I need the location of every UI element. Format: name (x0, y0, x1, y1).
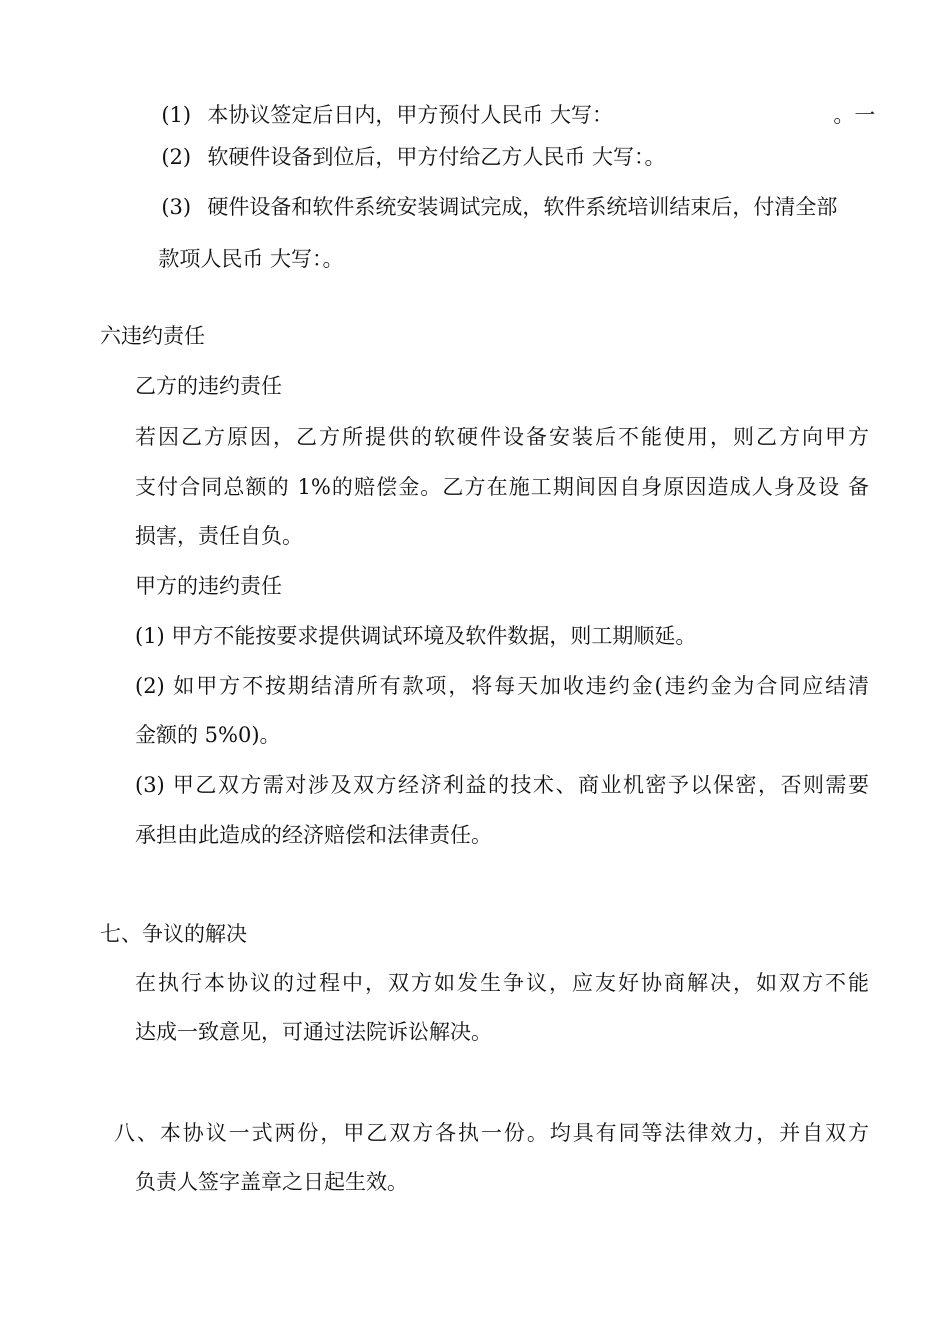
party-b-title: 乙方的违约责任 (135, 374, 282, 398)
section-8-line-2: 负责人签字盖章之日起生效。 (135, 1170, 408, 1194)
item-number: (3) (161, 195, 192, 219)
party-a-title: 甲方的违约责任 (135, 574, 282, 598)
item-tail: 。一 (833, 103, 876, 127)
payment-item-2 (148, 126, 666, 168)
payment-item-1 (148, 84, 613, 126)
item-number: (1) (161, 103, 192, 127)
item-number: (2) (161, 145, 192, 169)
party-b-line-3: 损害，责任自负。 (135, 524, 303, 548)
party-b-line-1: 若因乙方原因，乙方所提供的软硬件设备安装后不能使用，则乙方向甲方 (135, 425, 869, 449)
party-a-item-2: (2) 如甲方不按期结清所有款项，将每天加收违约金(违约金为合同应结清 (135, 674, 869, 698)
section-8-line-1: 八、本协议一式两份，甲乙双方各执一份。均具有同等法律效力，并自双方 (114, 1121, 869, 1145)
payment-item-1-tail (820, 84, 875, 126)
party-a-item-3: (3) 甲乙双方需对涉及双方经济利益的技术、商业机密予以保密，否则需要 (135, 773, 869, 797)
party-a-item-2-cont: 金额的 5%0)。 (135, 723, 281, 747)
section-7-heading: 七、争议的解决 (100, 922, 247, 946)
section-6-heading: 六违约责任 (100, 324, 205, 348)
section-7-line-2: 达成一致意见，可通过法院诉讼解决。 (135, 1020, 492, 1044)
party-b-line-2: 支付合同总额的 1%的赔偿金。乙方在施工期间因自身原因造成人身及设 备 (135, 475, 869, 499)
item-text: 硬件设备和软件系统安装调试完成，软件系统培训结束后，付清全部 (207, 195, 838, 219)
party-a-item-3-cont: 承担由此造成的经济赔偿和法律责任。 (135, 823, 492, 847)
item-text: 软硬件设备到位后，甲方付给乙方人民币 大写：。 (207, 145, 666, 169)
item-text: 款项人民币 大写：。 (158, 247, 344, 271)
payment-item-3-cont (145, 228, 344, 270)
party-a-item-1: (1) 甲方不能按要求提供调试环境及软件数据，则工期顺延。 (135, 624, 697, 648)
payment-item-3 (148, 176, 837, 218)
section-7-line-1: 在执行本协议的过程中，双方如发生争议，应友好协商解决，如双方不能 (135, 971, 869, 995)
item-text: 本协议签定后日内，甲方预付人民币 大写： (207, 103, 614, 127)
